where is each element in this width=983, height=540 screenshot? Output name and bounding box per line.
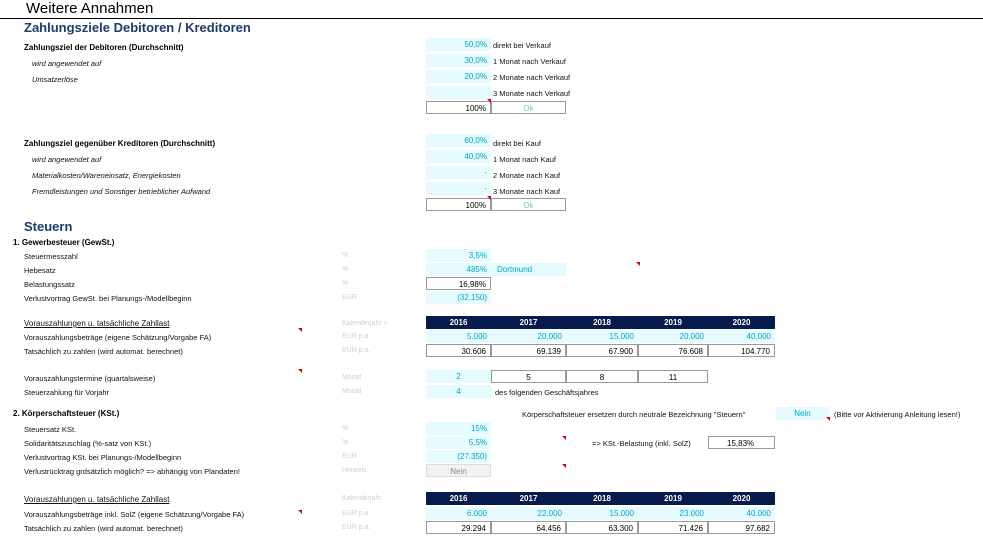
kreditoren-value-cell[interactable]: - bbox=[426, 182, 491, 195]
kst-replace-hint: (Bitte vor Aktivierung Anleitung lesen!) bbox=[834, 410, 961, 419]
kst-vorauszahlung-cell[interactable]: 23.000 bbox=[638, 507, 708, 520]
year-header: 2016 bbox=[426, 492, 491, 505]
kst-vorauszahlung-label: Vorauszahlungsbeträge inkl. SolZ (eigene Schätzung/Vorgabe FA) bbox=[24, 510, 245, 519]
gewst-zahllast-label: Tatsächlich zu zahlen (wird automat. berechnet) bbox=[24, 347, 183, 356]
kreditoren-desc: 3 Monate nach Kauf bbox=[493, 187, 561, 196]
termine-label: Vorauszahlungstermine (quartalsweise) bbox=[24, 374, 156, 383]
kst-zahllast-cell: 97.682 bbox=[708, 521, 775, 534]
kst-table-title: Vorauszahlungen u. tatsächliche Zahllast bbox=[24, 495, 170, 504]
kst-zahllast-cell: 71.426 bbox=[638, 521, 708, 534]
year-header: 2019 bbox=[638, 316, 708, 329]
kst-replace-dropdown[interactable]: Nein bbox=[776, 407, 829, 420]
kst-value-cell[interactable]: (27.350) bbox=[426, 450, 491, 463]
kst-zahllast-cell: 29.294 bbox=[426, 521, 491, 534]
year-header: 2018 bbox=[566, 492, 638, 505]
gewst-row-label: Verlustvortrag GewSt. bei Planungs-/Modellbeginn bbox=[24, 294, 192, 303]
kst-value-cell[interactable]: 15% bbox=[426, 422, 491, 435]
comment-marker-icon[interactable] bbox=[298, 369, 302, 373]
gewst-vorauszahlung-cell[interactable]: 15.000 bbox=[566, 330, 638, 343]
gewst-row-label: Hebesatz bbox=[24, 266, 56, 275]
gewst-zahllast-cell: 104.770 bbox=[708, 344, 775, 357]
kst-belastung-cell: 15,83% bbox=[708, 436, 775, 449]
kreditoren-value-cell[interactable]: 60,0% bbox=[426, 134, 491, 147]
gewst-row-unit: EUR bbox=[342, 294, 357, 301]
comment-marker-icon[interactable] bbox=[298, 510, 302, 514]
year-header: 2020 bbox=[708, 316, 775, 329]
kreditoren-title: Zahlungsziel gegenüber Kreditoren (Durchschnitt) bbox=[24, 139, 216, 148]
gewst-value-cell: 16,98% bbox=[426, 277, 491, 290]
kst-title: 2. Körperschaftsteuer (KSt.) bbox=[13, 409, 120, 418]
comment-marker-icon[interactable] bbox=[636, 262, 640, 266]
vorjahr-desc: des folgenden Geschäftsjahres bbox=[495, 388, 599, 397]
gewst-vorauszahlung-cell[interactable]: 5.000 bbox=[426, 330, 491, 343]
vorjahr-unit: Monat bbox=[342, 388, 362, 395]
debitoren-value-cell[interactable]: 20,0% bbox=[426, 70, 491, 83]
gewst-zahllast-unit: EUR p.a. bbox=[342, 347, 371, 354]
kst-vorauszahlung-cell[interactable]: 22.000 bbox=[491, 507, 566, 520]
debitoren-title: Zahlungsziel der Debitoren (Durchschnitt) bbox=[24, 43, 184, 52]
kst-row-label: Verlustrücktrag grdsätzlich möglich? => abhängig von Plandaten! bbox=[24, 467, 240, 476]
comment-marker-icon[interactable] bbox=[562, 464, 566, 468]
title-divider bbox=[0, 18, 983, 19]
kst-row-unit: % bbox=[342, 425, 349, 432]
gewst-vorauszahlung-cell[interactable]: 40.000 bbox=[708, 330, 775, 343]
gewst-row-unit: % bbox=[342, 266, 349, 273]
gewst-vorauszahlung-cell[interactable]: 20.000 bbox=[638, 330, 708, 343]
debitoren-desc: 2 Monate nach Verkauf bbox=[493, 73, 571, 82]
comment-marker-icon[interactable] bbox=[298, 328, 302, 332]
gewst-zahllast-cell: 67.900 bbox=[566, 344, 638, 357]
gewst-value-cell[interactable]: 485% bbox=[426, 263, 491, 276]
section-heading-steuern: Steuern bbox=[24, 219, 73, 234]
kreditoren-desc: 1 Monat nach Kauf bbox=[493, 155, 556, 164]
vorjahr-cell[interactable]: 4 bbox=[426, 385, 491, 398]
kst-row-label: Solidaritätszuschlag (%-satz von KSt.) bbox=[24, 439, 152, 448]
kst-vorauszahlung-cell[interactable]: 15.000 bbox=[566, 507, 638, 520]
year-header: 2017 bbox=[491, 316, 566, 329]
year-header: 2017 bbox=[491, 492, 566, 505]
kst-table-unit: Kalenderjahr bbox=[342, 495, 382, 502]
debitoren-value-cell[interactable] bbox=[426, 86, 491, 99]
gewst-row-unit: % bbox=[342, 252, 349, 259]
kst-row-label: Verlustvortrag KSt. bei Planungs-/Modellbeginn bbox=[24, 453, 182, 462]
kst-vorauszahlung-unit: EUR p.a. bbox=[342, 510, 371, 517]
kreditoren-desc: direkt bei Kauf bbox=[493, 139, 541, 148]
comment-marker-icon[interactable] bbox=[487, 99, 491, 103]
kst-replace-label: Körperschaftsteuer ersetzen durch neutrale Bezeichnung "Steuern" bbox=[522, 410, 746, 419]
kst-belastung-label: => KSt.-Belastung (inkl. SolZ) bbox=[592, 439, 691, 448]
gewst-zahllast-cell: 69.139 bbox=[491, 344, 566, 357]
gewst-value-cell[interactable]: 3,5% bbox=[426, 249, 491, 262]
year-header: 2016 bbox=[426, 316, 491, 329]
kreditoren-check-status: Ok bbox=[491, 198, 566, 211]
gewst-row-unit: % bbox=[342, 280, 349, 287]
gewst-table-unit: Kalenderjahr = bbox=[342, 320, 388, 327]
termine-cell: 5 bbox=[491, 370, 566, 383]
kst-zahllast-unit: EUR p.a. bbox=[342, 524, 371, 531]
kst-zahllast-label: Tatsächlich zu zahlen (wird automat. berechnet) bbox=[24, 524, 183, 533]
gewst-vorauszahlung-unit: EUR p.a. bbox=[342, 333, 371, 340]
comment-marker-icon[interactable] bbox=[487, 196, 491, 200]
kst-row-unit: % bbox=[342, 439, 349, 446]
kreditoren-value-cell[interactable]: 40,0% bbox=[426, 150, 491, 163]
gewst-vorauszahlung-cell[interactable]: 20.000 bbox=[491, 330, 566, 343]
kst-value-cell[interactable]: 5,5% bbox=[426, 436, 491, 449]
year-header: 2020 bbox=[708, 492, 775, 505]
termine-cell[interactable]: 2 bbox=[426, 370, 491, 383]
kst-row-label: Steuersatz KSt. bbox=[24, 425, 77, 434]
kst-row-unit: Hinweis bbox=[342, 467, 367, 474]
termine-unit: Monat bbox=[342, 374, 362, 381]
kst-vorauszahlung-cell[interactable]: 6.000 bbox=[426, 507, 491, 520]
kst-zahllast-cell: 63.300 bbox=[566, 521, 638, 534]
debitoren-desc: 3 Monate nach Verkauf bbox=[493, 89, 571, 98]
gewst-row-label: Steuermesszahl bbox=[24, 252, 78, 261]
termine-cell: 8 bbox=[566, 370, 638, 383]
gewst-municipality-cell[interactable]: Dortmund bbox=[491, 263, 566, 276]
year-header: 2018 bbox=[566, 316, 638, 329]
kst-zahllast-cell: 64.456 bbox=[491, 521, 566, 534]
kreditoren-applies-to: Fremdleistungen und Sonstiger betrieblicher Aufwand bbox=[32, 187, 211, 196]
kreditoren-total: 100% bbox=[426, 198, 491, 211]
vorjahr-label: Steuerzahlung für Vorjahr bbox=[24, 388, 110, 397]
gewst-zahllast-cell: 30.606 bbox=[426, 344, 491, 357]
comment-marker-icon[interactable] bbox=[562, 436, 566, 440]
debitoren-desc: 1 Monat nach Verkauf bbox=[493, 57, 566, 66]
kreditoren-applies-to: Materialkosten/Wareneinsatz, Energiekosten bbox=[32, 171, 181, 180]
kst-vorauszahlung-cell[interactable]: 40.000 bbox=[708, 507, 775, 520]
gewst-value-cell[interactable]: (32.150) bbox=[426, 291, 491, 304]
kst-row-unit: EUR bbox=[342, 453, 357, 460]
termine-cell: 11 bbox=[638, 370, 708, 383]
debitoren-desc: direkt bei Verkauf bbox=[493, 41, 551, 50]
debitoren-applies-to: Umsatzerlöse bbox=[32, 75, 78, 84]
gewst-title: 1. Gewerbesteuer (GewSt.) bbox=[13, 238, 115, 247]
gewst-vorauszahlung-label: Vorauszahlungsbeträge (eigene Schätzung/Vorgabe FA) bbox=[24, 333, 212, 342]
page-title: Weitere Annahmen bbox=[26, 0, 154, 17]
debitoren-value-cell[interactable]: 30,0% bbox=[426, 54, 491, 67]
debitoren-check-status: Ok bbox=[491, 101, 566, 114]
section-heading-zahlungsziele: Zahlungsziele Debitoren / Kreditoren bbox=[24, 20, 251, 35]
debitoren-value-cell[interactable]: 50,0% bbox=[426, 38, 491, 51]
kst-verlustruecktrag-cell: Nein bbox=[426, 464, 491, 477]
year-header: 2019 bbox=[638, 492, 708, 505]
debitoren-total: 100% bbox=[426, 101, 491, 114]
gewst-row-label: Belastungssatz bbox=[24, 280, 75, 289]
debitoren-sub-label: wird angewendet auf bbox=[32, 59, 102, 68]
gewst-zahllast-cell: 76.608 bbox=[638, 344, 708, 357]
gewst-table-title: Vorauszahlungen u. tatsächliche Zahllast bbox=[24, 319, 170, 328]
kreditoren-value-cell[interactable]: - bbox=[426, 166, 491, 179]
comment-marker-icon[interactable] bbox=[826, 417, 830, 421]
kreditoren-desc: 2 Monate nach Kauf bbox=[493, 171, 561, 180]
kreditoren-sub-label: wird angewendet auf bbox=[32, 155, 102, 164]
